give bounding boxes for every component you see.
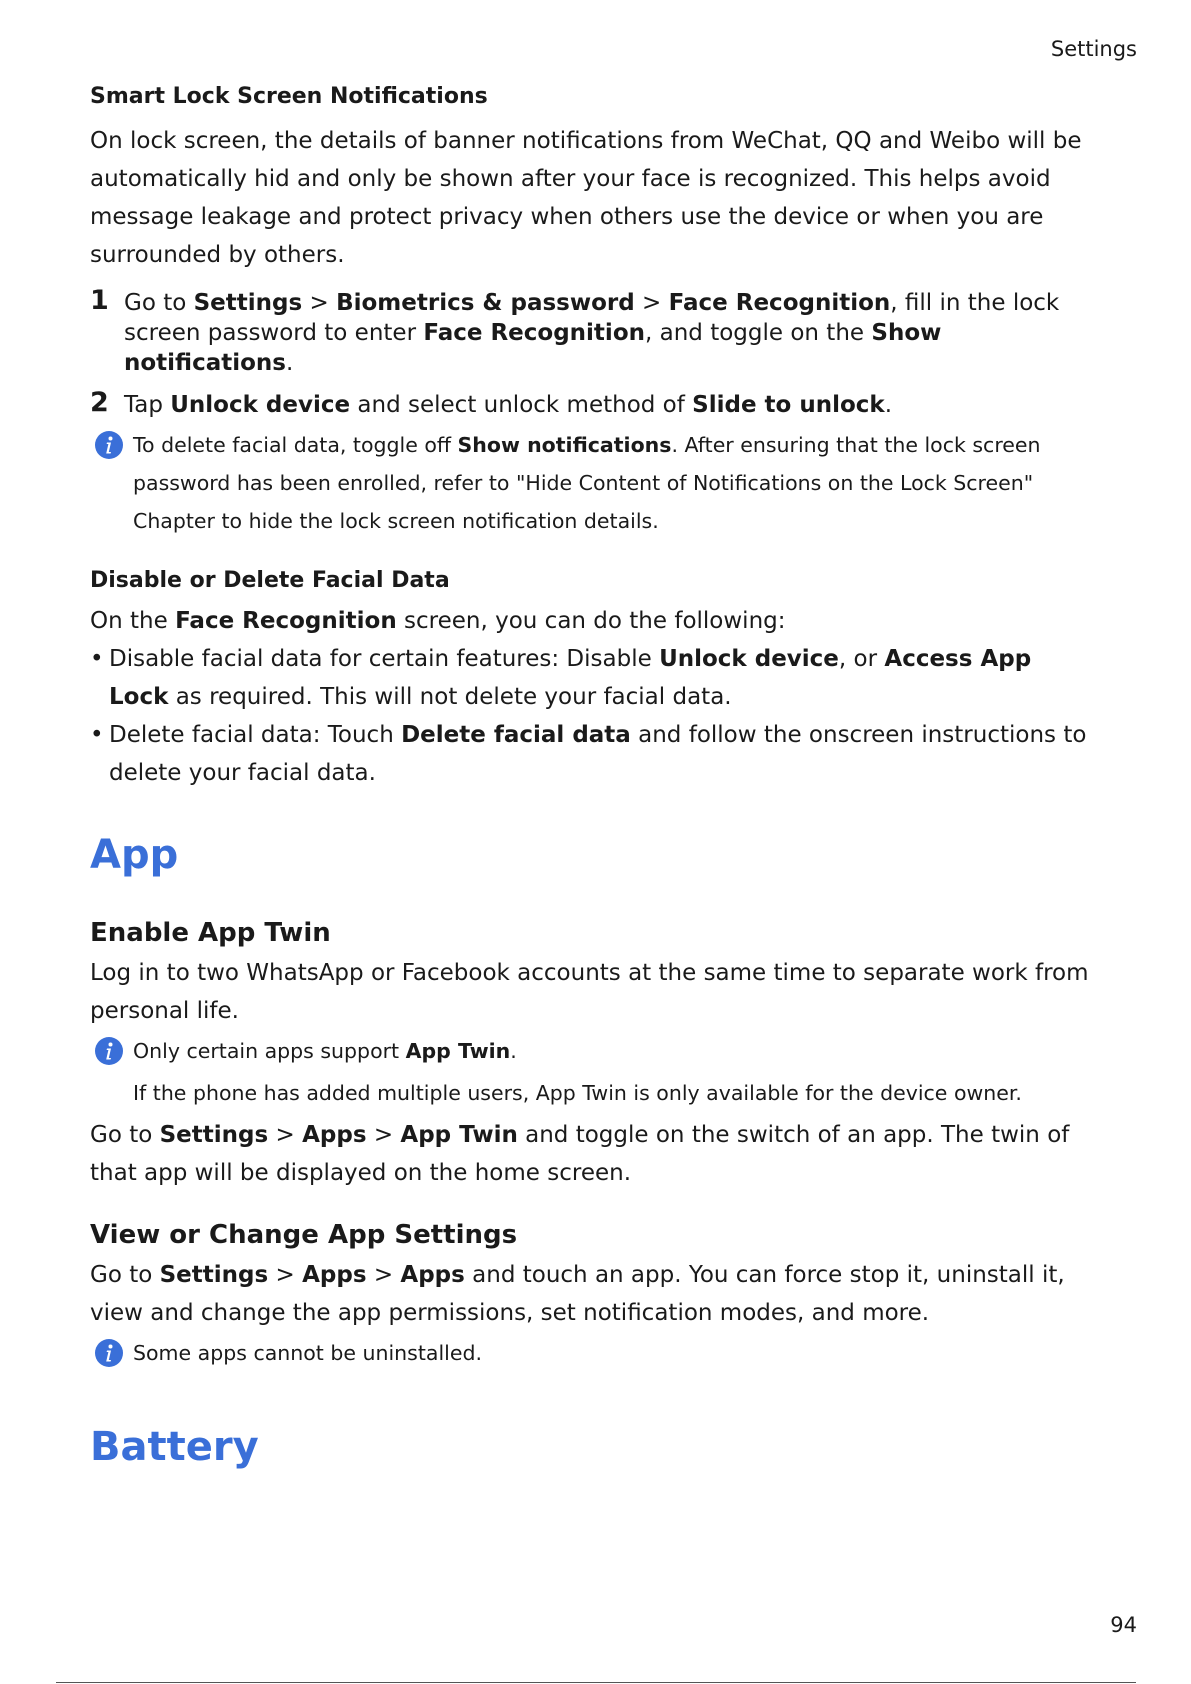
bullet-dot: • bbox=[90, 646, 104, 672]
section-heading-view-change: View or Change App Settings bbox=[90, 1220, 518, 1250]
note-uninstall: Some apps cannot be uninstalled. bbox=[90, 1334, 1090, 1372]
note-line: If the phone has added multiple users, App Twin is only available for the device owner. bbox=[133, 1081, 1022, 1105]
app-twin-instruction: Go to Settings > Apps > App Twin and toggle on the switch of an app. The twin of that app will be displayed on the home screen. bbox=[90, 1122, 1070, 1186]
page-content bbox=[90, 84, 1090, 1470]
footer-rule bbox=[56, 1682, 1136, 1683]
disable-delete-intro: On the Face Recognition screen, you can do the following: bbox=[90, 608, 786, 634]
note-app-twin bbox=[90, 1032, 1090, 1112]
step-number: 1 bbox=[90, 285, 109, 316]
note-line: Only certain apps support App Twin. bbox=[133, 1039, 517, 1063]
page-number: 94 bbox=[1110, 1613, 1137, 1637]
step-2: 2 Tap Unlock device and select unlock method of Slide to unlock. bbox=[90, 387, 893, 418]
chapter-title-battery: Battery bbox=[90, 1424, 259, 1470]
running-header: Settings bbox=[1050, 37, 1137, 61]
list-item: • Disable facial data for certain features: Disable Unlock device, or Access App Lock as required. This will not delete your facial data. bbox=[90, 640, 1090, 716]
app-twin-intro: Log in to two WhatsApp or Facebook accounts at the same time to separate work from personal life. bbox=[90, 960, 1089, 1024]
section-heading-disable-delete: Disable or Delete Facial Data bbox=[90, 568, 450, 593]
step-1: 1 Go to Settings > Biometrics & password > Face Recognition, fill in the lock screen password to enter Face Recognition, and toggle on the Show notifications. bbox=[90, 285, 1060, 376]
view-change-instruction: Go to Settings > Apps > Apps and touch an app. You can force stop it, uninstall it, view and change the app permissions, set notification modes, and more. bbox=[90, 1262, 1065, 1326]
chapter-title-app: App bbox=[90, 832, 179, 878]
section-heading-smart-lock: Smart Lock Screen Notifications bbox=[90, 84, 488, 109]
info-icon bbox=[95, 1037, 123, 1065]
note-delete-facial: To delete facial data, toggle off Show notifications. After ensuring that the lock screen password has been enrolled, refer to "Hide Content of Notifications on the Lock Screen" Chapter to hide the lock screen notification details. bbox=[90, 426, 1090, 540]
smart-lock-intro: On lock screen, the details of banner notifications from WeChat, QQ and Weibo will be automatically hid and only be shown after your face is recognized. This helps avoid message leakage and protect privacy when others use the device or when you are surrounded by others. bbox=[90, 128, 1082, 268]
info-icon bbox=[95, 1339, 123, 1367]
bullet-dot: • bbox=[90, 722, 104, 748]
info-icon bbox=[95, 431, 123, 459]
section-heading-app-twin: Enable App Twin bbox=[90, 918, 331, 948]
step-number: 2 bbox=[90, 387, 109, 418]
list-item: • Delete facial data: Touch Delete facial data and follow the onscreen instructions to delete your facial data. bbox=[90, 716, 1090, 792]
